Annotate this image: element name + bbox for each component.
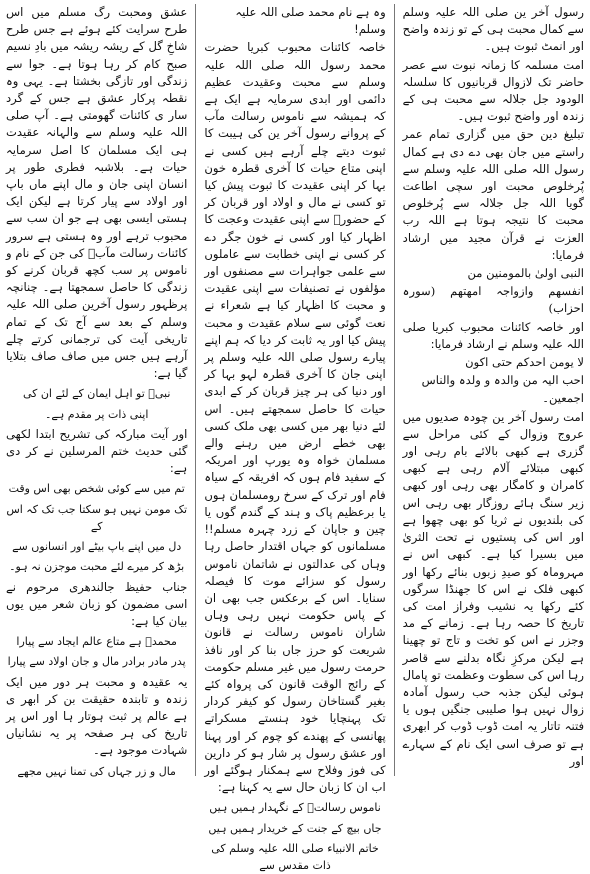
paragraph: اور آیت مبارکہ کی تشریح ابتدا لکھی گئی حدیث ختم المرسلین نے کر دی ہے:	[6, 426, 188, 476]
column-divider	[394, 4, 395, 776]
column-divider	[195, 4, 196, 776]
quran-verse-line: انفسھم وازواجہ امھتھم (سورہ احزاب)	[402, 284, 584, 316]
paragraph: رسول آخر ین صلی اللہ علیہ وسلم سے کمال محبت ہی کے تو زندہ واضح اور انمٹ ثبوت ہیں۔	[402, 5, 584, 54]
quote-line: نبیؐ تو اہل ایمان کے لئے ان کی	[22, 387, 171, 401]
paragraph: تبلیغ دین حق میں گزاری تمام عمر راستے میں جان بھی دے دی ہے کمال رسول اللہ صلی اللہ علیہ وسلم سے پُرخلوص محبت اور سچی اطاعت گویا اللہ جل جلالہ سے پُرخلوص محبت کا نتیجہ ہوتا ہے اللہ رب العزت نے قرآن مجید میں ارشاد فرمایا:	[402, 127, 584, 262]
quote-line: اپنی ذات پر مقدم ہے۔	[44, 407, 149, 421]
paragraph: جناب حفیظ جالندھری مرحوم نے اسی مضمون کو زبان شعر میں یوں بیان کیا ہے:	[6, 579, 188, 628]
text-column-middle	[204, 4, 386, 872]
paragraph: امت رسول آخر ین چودہ صدیوں میں عروج وزوال کے کئی مراحل سے گزری ہے کبھی بالائے بام رہی اور کبھی مبتلائے آلام رہی ہے کبھی کامران و کامگار بھی رہی اور کبھی زیر سنگ ہائے روزگار بھی رہی اس کی بلندیوں نے ثریا کو بھی چھوا ہے اور اس کی پستیوں نے تحت الثریٰ میں بسیرا کیا ہے۔ کبھی اس نے مہروماہ کو صیدِ زبوں بنائے رکھا اور کبھی فلک نے اس کا جھنڈا سرگوں کئے رکھا یہ نشیب وفراز امت کی تاریخ کا حصہ رہا ہے۔ زمانے کے مد وجزر نے اس کو تخت و تاج تو چھینا ہے لیکن مرکزِ نگاہ بدلنے سے قاصر رہا اس کی سطوت وعظمت تو پامال ہوئی لیکن جذبہ حب رسول آمادہ زوال نہیں ہوا صلیبی جنگیں ہوں یا فتنہ تاتار یہ امت ڈوب ڈوب کر ابھری ہے تو صرف اسی ایک نام کے سہارے اور	[402, 409, 584, 768]
hadith-line: احب الیہ من والدہ و ولدہ والناس	[421, 373, 584, 388]
paragraph: عشق ومحبت رگ مسلم میں اس طرح سرایت کئے ہوئے ہے جس طرح شاخِ گل کے ریشہ ریشہ میں بادِ نسیم صبح کام کر رہا ہوتا ہے۔ جوا سے زندگی اور تازگی بخشتا ہے۔ یہی وہ نقطہ پرکار عشق ہے جس کے گرد سار ی کائنات گھومتی ہے۔ آپ صلی اللہ علیہ وسلم سے والہانہ عقیدت ہی ایک مسلمان کا اصل سرمایہ حیات ہے۔ بلاشبہ فطری طور پر انسان اپنی جان و مال اپنے ماں باپ اور اولاد سے پیار کرتا ہے لیکن ایک ہستی ایسی بھی ہے جو ان سب سے محبوب ترہے اور وہ ہستی ہے سرور کائنات رسالت مآبؐ کی جن کے نام و ناموس پر سب کچھ قربان کرنے کو زندگی کا حاصل سمجھتا ہے۔ چنانچہ پرظہور رسول آخرین صلی اللہ علیہ وسلم کے بعد سے آج تک کے تمام تاریخی آیت کی ترجمانی کرتے چلے آرہے ہیں جس میں صاف صاف بتلایا گیا ہے:	[6, 5, 188, 381]
paragraph: یہ عقیدہ و محبت ہر دور میں ایک زندہ و تابندہ حقیقت بن کر ابھر ی ہے عالم پر ثبت ہوتار ہا اور اس پر تاریخ کی ہر صفحہ پر یہ نشانیاں شہادت موجود ہے۔	[6, 674, 188, 758]
poetry-line: پدر مادر برادر مال و جان اولاد سے پیارا	[7, 655, 186, 669]
hadith-translation-line: دل میں اپنے باپ بیٹے اور انسانوں سے	[12, 540, 182, 554]
hadith-translation-line: تک مومن نہیں ہو سکتا جب تک کہ اس کے	[6, 502, 188, 533]
hadith-translation-line: تم میں سے کوئی شخص بھی اس وقت	[8, 482, 185, 496]
poetry-line: جاں بیچ کے جنت کے خریدار ہمیں ہیں	[208, 821, 382, 835]
paragraph: اور خاصہ کائنات محبوب کبریا صلی اللہ علیہ وسلم نے ارشاد فرمایا:	[402, 319, 584, 351]
text-column-right	[403, 4, 584, 776]
text-column-left	[6, 4, 187, 776]
poetry-line: محمدؐ ہے متاع عالم ایجاد سے پیارا	[16, 635, 177, 649]
hadith-line: اجمعین۔	[542, 391, 584, 406]
poetry-line: خاتم الانبیاء صلی اللہ علیہ وسلم کی ذات مقدس سے	[211, 841, 379, 872]
hadith-translation-line: بڑھ کر میرے لئے محبت موجزن نہ ہو۔	[9, 560, 185, 574]
paragraph: خاصہ کائنات محبوب کبریا حضرت محمد رسول اللہ صلی اللہ علیہ وسلم سے محبت وعقیدت عظیم دائمی اور ابدی سرمایہ ہے ایک ہے کہ ہمیشہ سے ناموس رسالت مآب کے پروانے رسول آخر ین کی ہیبت کا ثبوت دیتے چلے آرہے ہیں کسی نے اپنی متاع حیات کا آخری قطرہ خون بہا کر اپنی عقیدت کا ثبوت پیش کیا تو کسی نے مال و اولاد اور قربان کر کے حضورؐ سے اپنی عقیدت وعجت کا اظہار کیا اور کسی نے خون جگر دے کر کسی نے اپنی خطابت سے عاملوں سے علمی جواہرات سے مصنفوں اور مؤلفوں نے تصنیفات سے اپنی عقیدت و محبت کا اظہار کیا ہے شعراء نے نعت گوئی سے سلام عقیدت و محبت پیش کیا اور یہ ثابت کر دیا کہ ہم اپنے پیارے رسول صلی اللہ علیہ وسلم پر اپنی جان کا آخری قطرہ لہو بہا کر اور دنیا کی ہر چیز قربان کر کے ابدی حیات کا حاصل سمجھتے ہیں۔ اس لئے دنیا بھر میں کسی بھی ملک کسی بھی خطے ارض میں رہنے والے مسلمان خواہ وہ یورپ اور امریکہ کے سفید فام ہوں کہ افریقہ کے سیاہ فام اور ترک کے سرخ رومسلمان ہوں یا برعظیم پاک و ہند کے گندم گوں یا چین و جاپان کے زرد چہرہ مسلم!! مسلمانوں کو جہاں اقتدار حاصل رہا وہاں کی عدالتوں نے شاتمان ناموس رسول کو سزائے موت کا فیصلہ سنایا۔ اس کے برعکس جب بھی ان کے پاس حکومت نہیں رہی وہاں شاران ناموس رسالت نے قانون شریعت کو حرز جاں بنا کر اور نافذ حرمت رسول میں غیر مسلم حکومت کے رائج الوقت قانون کی پرواہ کئے بغیر گستاخان رسول کو کیفر کردار تک پہنچایا خود ہنستے مسکراتے پھانسی کے پھندے کو چوم کر اور پہنا اور عشق رسول پر شار ہو کر دارین کی فوز وفلاح سے ہمکنار ہوگئے اور اب ان کا زبان حال سے یہ کہنا ہے:	[204, 40, 386, 795]
poetry-line: ناموس رسالتؐ کے نگہدار ہمیں ہیں	[209, 801, 381, 815]
quran-verse-line: النبی اولیٰ بالمومنین من	[467, 266, 584, 281]
paragraph: امت مسلمہ کا زمانہ نبوت سے عصر حاضر تک لازوال قربانیوں کا سلسلہ الودود جل جلالہ سے محبت ہی کے زندہ اور واضح ثبوت ہیں۔	[402, 57, 584, 124]
hadith-line: لا یومن احدکم حتی اکون	[465, 355, 584, 370]
paragraph: وہ ہے نام محمد صلی اللہ علیہ وسلم!	[235, 5, 386, 37]
poetry-line: مال و زر جہاں کی تمنا نہیں مجھے	[17, 764, 176, 778]
